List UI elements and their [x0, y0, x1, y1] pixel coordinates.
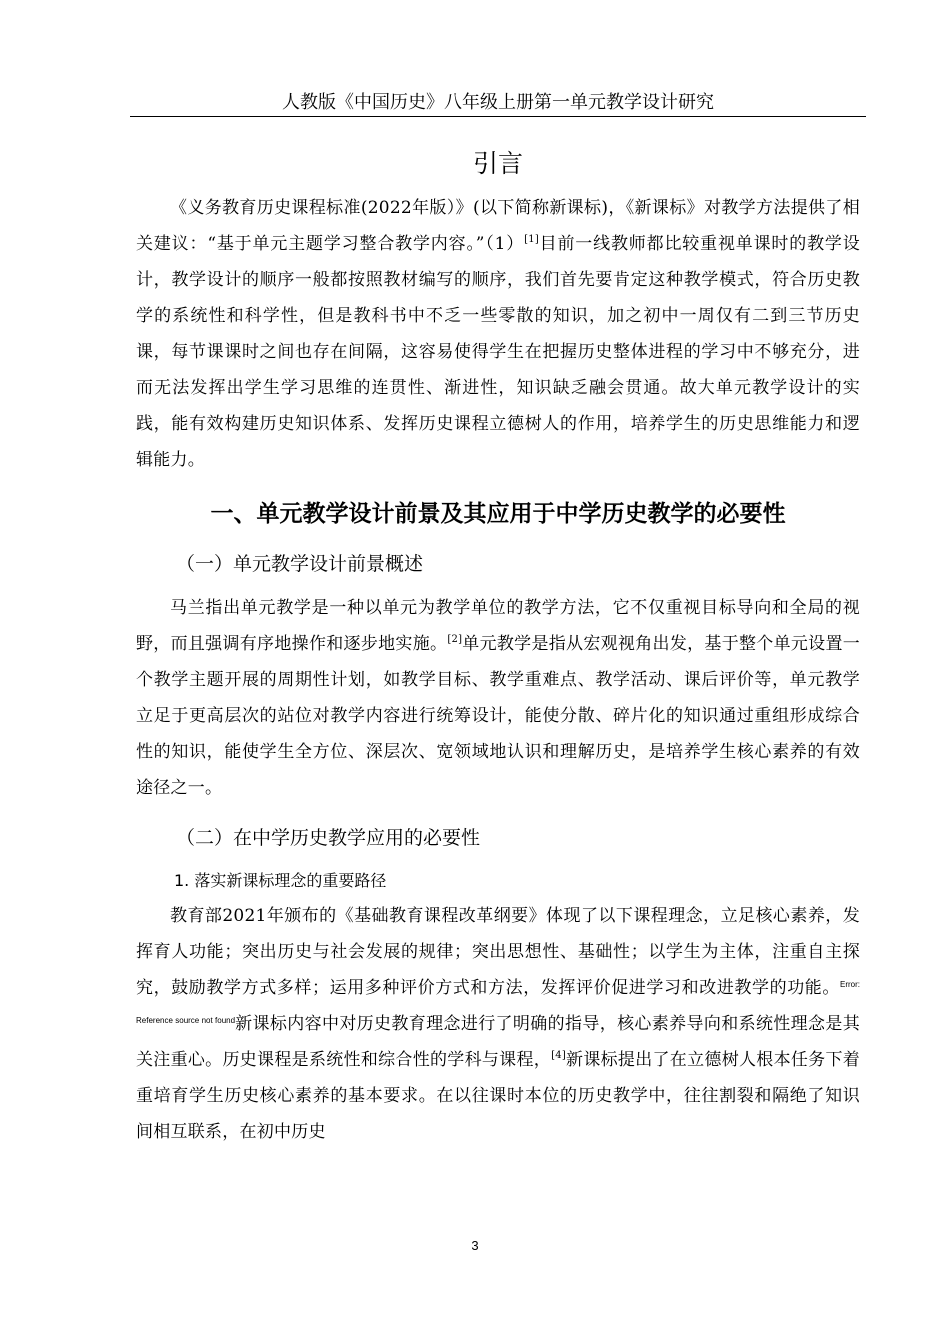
intro-heading: 引言 [472, 149, 523, 178]
citation-4: [4] [551, 1050, 566, 1061]
page-content [136, 146, 860, 1150]
citation-2: [2] [447, 634, 463, 645]
item-1-paragraph [136, 898, 860, 1150]
item-1-heading: 1. 落实新课标理念的重要路径 [174, 871, 387, 890]
citation-1: [1] [524, 234, 540, 245]
reference-error: Error: Reference source not found [136, 980, 860, 1025]
subsection-2-heading: （二）在中学历史教学应用的必要性 [176, 827, 481, 849]
item1-text-c: 新课标提出了在立德树人根本任务下着重培育学生历史核心素养的基本要求。在以往课时本位的历史教学中，往往割裂和隔绝了知识间相互联系，在初中历史 [136, 1050, 861, 1142]
item1-text-b: 新课标内容中对历史教育理念进行了明确的指导，核心素养导向和系统性理念是其关注重心。历史课程是系统性和综合性的学科与课程， [136, 1014, 860, 1070]
item1-text-a: 教育部2021年颁布的《基础教育课程改革纲要》体现了以下课程理念，立足核心素养，发挥育人功能；突出历史与社会发展的规律；突出思想性、基础性；以学生为主体，注重自主探究，鼓励教学方式多样；运用多种评价方式和方法，发挥评价促进学习和改进教学的功能。 [136, 906, 860, 998]
page-number: 3 [471, 1238, 479, 1253]
header-rule [130, 116, 866, 117]
sub1-text-a: 马兰指出单元教学是一种以单元为教学单位的教学方法，它不仅重视目标导向和全局的视野，而且强调有序地操作和逐步地实施。 [136, 598, 860, 654]
subsection-1-heading: （一）单元教学设计前景概述 [176, 553, 424, 575]
section-1-heading: 一、单元教学设计前景及其应用于中学历史教学的必要性 [210, 501, 786, 527]
intro-paragraph [136, 190, 860, 478]
sub1-text-b: 单元教学是指从宏观视角出发，基于整个单元设置一个教学主题开展的周期性计划，如教学目标、教学重难点、教学活动、课后评价等，单元教学立足于更高层次的站位对教学内容进行统筹设计，能使分散、碎片化的知识通过重组形成综合性的知识，能使学生全方位、深层次、宽领域地认识和理解历史，是培养学生核心素养的有效途径之一。 [136, 634, 861, 798]
intro-text-a: 《义务教育历史课程标准(2022年版）》(以下简称新课标)，《新课标》对教学方法提供了相关建议：“基于单元主题学习整合教学内容。”（1） [136, 198, 860, 254]
subsection-1-paragraph [136, 590, 860, 806]
intro-text-b: 目前一线教师都比较重视单课时的教学设计，教学设计的顺序一般都按照教材编写的顺序，我们首先要肯定这种教学模式，符合历史教学的系统性和科学性，但是教科书中不乏一些零散的知识，加之初中一周仅有二到三节历史课，每节课课时之间也存在间隔，这容易使得学生在把握历史整体进程的学习中不够充分，进而无法发挥出学生学习思维的连贯性、渐进性，知识缺乏融会贯通。故大单元教学设计的实践，能有效构建历史知识体系、发挥历史课程立德树人的作用，培养学生的历史思维能力和逻辑能力。 [136, 234, 861, 470]
running-header: 人教版《中国历史》八年级上册第一单元教学设计研究 [282, 92, 714, 113]
